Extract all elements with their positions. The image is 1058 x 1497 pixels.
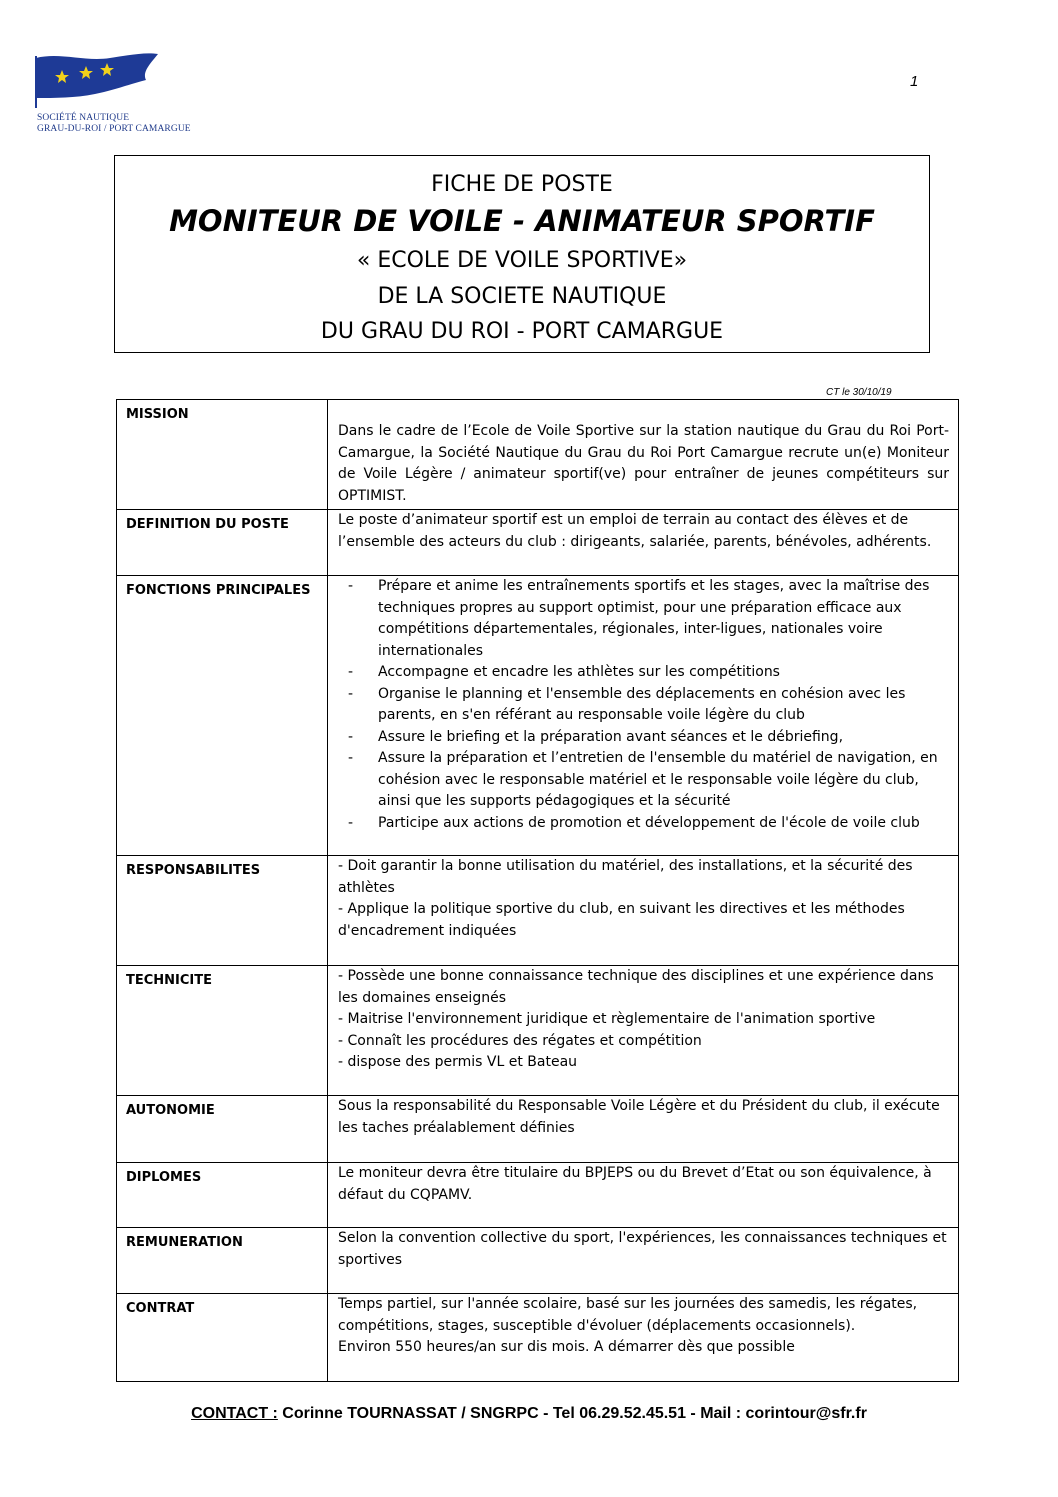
cell-diplomes: [328, 1163, 959, 1228]
label-definition: DEFINITION DU POSTE: [117, 510, 328, 576]
list-item: - Participe aux actions de promotion et développement de l'école de voile club: [338, 813, 949, 835]
label-contrat: CONTRAT: [117, 1294, 328, 1382]
page-number: 1: [910, 73, 919, 90]
title-line-4: DE LA SOCIETE NAUTIQUE: [377, 284, 667, 309]
row-definition: [117, 510, 959, 576]
list-item: - Assure la préparation et l’entretien de l'ensemble du matériel de navigation, en cohésion avec le responsable matériel et le responsable voile légère du club, ainsi que les supports pédagogiques et la sécurité: [338, 748, 949, 813]
label-responsabilites: RESPONSABILITES: [117, 856, 328, 966]
definition-text: Le poste d’animateur sportif est un emploi de terrain au contact des élèves et de l’ensemble des acteurs du club : dirigeants, salariée, parents, bénévoles, adhérents.: [338, 512, 932, 550]
cell-remuneration: [328, 1228, 959, 1294]
contact-label: CONTACT :: [191, 1405, 278, 1422]
cell-technicite: [328, 966, 959, 1096]
label-diplomes: DIPLOMES: [117, 1163, 328, 1228]
row-contrat: [117, 1294, 959, 1382]
row-responsabilites: [117, 856, 959, 966]
title-line-5: DU GRAU DU ROI - PORT CAMARGUE: [320, 319, 724, 344]
row-diplomes: [117, 1163, 959, 1228]
diplomes-text: Le moniteur devra être titulaire du BPJEPS ou du Brevet d’Etat ou son équivalence, à défaut du CQPAMV.: [338, 1165, 932, 1203]
responsabilites-line: - Applique la politique sportive du club, en suivant les directives et les méthodes d'encadrement indiquées: [338, 901, 905, 939]
cell-definition: [328, 510, 959, 576]
cell-autonomie: [328, 1096, 959, 1163]
list-item: - Prépare et anime les entraînements sportifs et les stages, avec la maîtrise des techniques propres au support optimist, pour une préparation efficace aux compétitions départementales, régionales, inter-ligues, nationales voire internationales: [338, 576, 949, 662]
cell-contrat: [328, 1294, 959, 1382]
date-note: CT le 30/10/19: [826, 387, 892, 398]
cell-mission: [328, 400, 959, 510]
technicite-line: - Connaît les procédures des régates et compétition: [338, 1032, 702, 1049]
title-line-3: « ECOLE DE VOILE SPORTIVE»: [356, 248, 688, 273]
cell-fonctions: [328, 576, 959, 856]
contrat-line: Temps partiel, sur l'année scolaire, basé sur les journées des samedis, les régates, compétitions, stages, susceptible d'évoluer (déplacements occasionnels).: [338, 1296, 918, 1334]
title-line-2: MONITEUR DE VOILE - ANIMATEUR SPORTIF: [169, 204, 875, 238]
label-autonomie: AUTONOMIE: [117, 1096, 328, 1163]
remuneration-text: Selon la convention collective du sport, l'expériences, les connaissances techniques et sportives: [338, 1230, 947, 1268]
row-autonomie: [117, 1096, 959, 1163]
technicite-line: - Possède une bonne connaissance technique des disciplines et une expérience dans les domaines enseignés: [338, 968, 934, 1006]
logo-line-2: GRAU-DU-ROI / PORT CAMARGUE: [37, 124, 191, 134]
responsabilites-line: - Doit garantir la bonne utilisation du matériel, des installations, et la sécurité des athlètes: [338, 858, 913, 896]
list-item: - Organise le planning et l'ensemble des déplacements en cohésion avec les parents, en s'en référant au responsable voile légère du club: [338, 684, 949, 727]
list-item: - Accompagne et encadre les athlètes sur les compétitions: [338, 662, 949, 684]
contrat-line: Environ 550 heures/an sur dis mois. A démarrer dès que possible: [338, 1339, 795, 1355]
row-fonctions: [117, 576, 959, 856]
contact-footer: [0, 1405, 1058, 1423]
label-fonctions: FONCTIONS PRINCIPALES: [117, 576, 328, 856]
logo-caption: [37, 113, 191, 135]
job-description-table: [116, 399, 959, 1382]
autonomie-text: Sous la responsabilité du Responsable Voile Légère et du Président du club, il exécute les taches préalablement définies: [338, 1098, 940, 1136]
label-remuneration: REMUNERATION: [117, 1228, 328, 1294]
technicite-line: - Maitrise l'environnement juridique et règlementaire de l'animation sportive: [338, 1011, 876, 1027]
logo-line-1: SOCIÉTÉ NAUTIQUE: [37, 113, 130, 123]
contact-details: Corinne TOURNASSAT / SNGRPC - Tel 06.29.52.45.51 - Mail : corintour@sfr.fr: [277, 1405, 867, 1422]
title-line-1: FICHE DE POSTE: [431, 172, 613, 197]
row-mission: [117, 400, 959, 510]
row-remuneration: [117, 1228, 959, 1294]
label-mission: MISSION: [117, 400, 328, 510]
fonctions-list: [338, 576, 949, 834]
cell-responsabilites: [328, 856, 959, 966]
list-item: - Assure le briefing et la préparation avant séances et le débriefing,: [338, 727, 949, 749]
row-technicite: [117, 966, 959, 1096]
label-technicite: TECHNICITE: [117, 966, 328, 1096]
title-box: [114, 155, 930, 353]
mission-text: Dans le cadre de l’Ecole de Voile Sportive sur la station nautique du Grau du Roi Port-Camargue, la Société Nautique du Grau du Roi Port Camargue recrute un(e) Moniteur de Voile Légère / animateur sportif(ve) pour entraîner de jeunes compétiteurs sur OPTIMIST.: [338, 423, 949, 504]
technicite-line: - dispose des permis VL et Bateau: [338, 1054, 578, 1070]
